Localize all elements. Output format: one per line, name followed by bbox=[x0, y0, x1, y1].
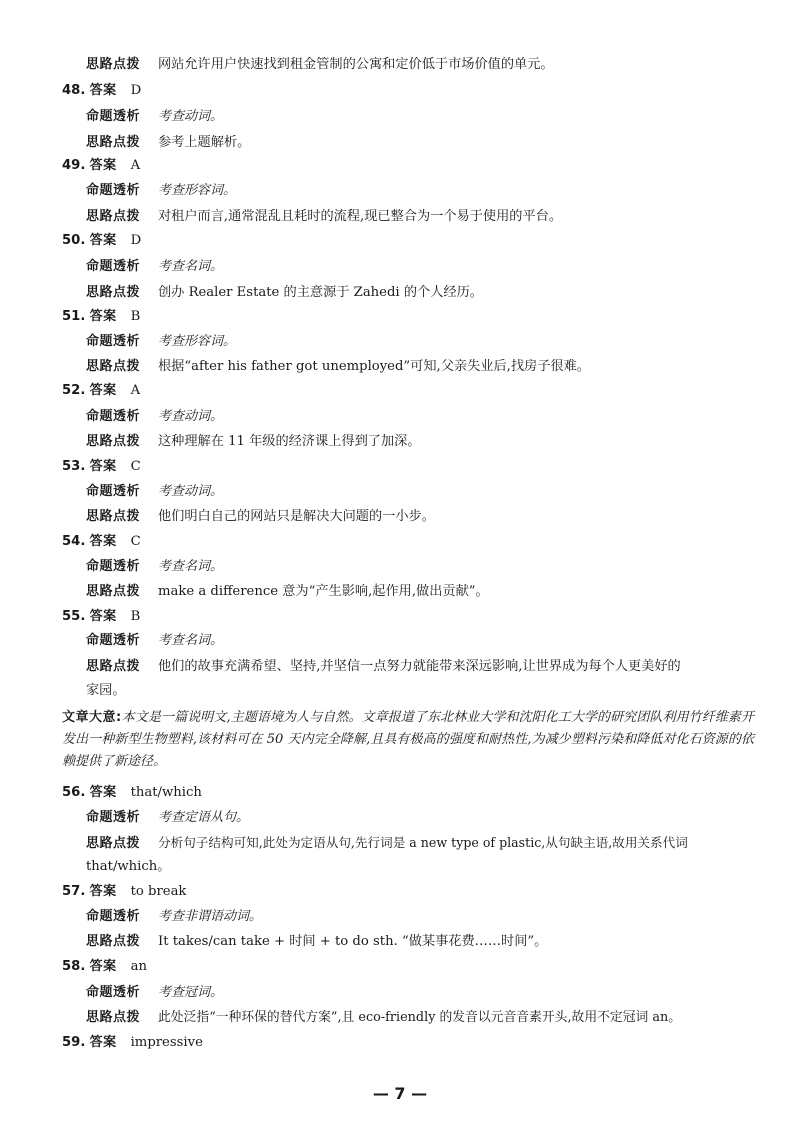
topic-analysis-line: 命题透析 考查动词。 bbox=[86, 409, 224, 424]
solution-hint-line: 思路点拨 It takes/can take + 时间 + to do sth. “做某事花费……时间”。 bbox=[86, 934, 548, 949]
solution-hint-line: 思路点拨 此处泛指“一种环保的替代方案”,且 eco-friendly 的发音以元音音素开头,故用不定冠词 an。 bbox=[86, 1010, 682, 1025]
topic-analysis-line: 命题透析 考查形容词。 bbox=[86, 183, 237, 198]
solution-hint-line: 思路点拨 他们明白自己的网站只是解决大问题的一小步。 bbox=[86, 509, 435, 524]
answer-line: 49. 答案 A bbox=[62, 158, 141, 173]
solution-hint-line: 思路点拨 这种理解在 11 年级的经济课上得到了加深。 bbox=[86, 434, 421, 449]
solution-hint-line bbox=[86, 56, 760, 74]
summary-label: 文章大意: bbox=[62, 710, 122, 725]
answer-line: 58. 答案 an bbox=[62, 959, 147, 974]
answer-line: 48. 答案 D bbox=[62, 83, 142, 98]
summary-text: 本文是一篇说明文,主题语境为人与自然。文章报道了东北林业大学和沈阳化工大学的研究团队利用竹纤维素开发出一种新型生物塑料,该材料可在 50 天内完全降解,且具有极高的强度和耐热性,为减少塑料污染和降低对化石资源的依赖提供了新途径。 bbox=[62, 710, 754, 769]
solution-hint-continuation: 家园。 bbox=[86, 683, 126, 698]
topic-analysis-line: 命题透析 考查冠词。 bbox=[86, 985, 224, 1000]
solution-hint-line: 思路点拨 对租户而言,通常混乱且耗时的流程,现已整合为一个易于使用的平台。 bbox=[86, 209, 563, 224]
topic-analysis-line: 命题透析 考查名词。 bbox=[86, 633, 224, 648]
answer-line: 57. 答案 to break bbox=[62, 884, 187, 899]
solution-hint-line: 思路点拨 创办 Realer Estate 的主意源于 Zahedi 的个人经历。 bbox=[86, 285, 483, 300]
answer-line: 55. 答案 B bbox=[62, 609, 141, 624]
solution-hint-line: 思路点拨 参考上题解析。 bbox=[86, 135, 251, 150]
topic-analysis-line: 命题透析 考查形容词。 bbox=[86, 334, 237, 349]
solution-hint-line: 思路点拨 make a difference 意为“产生影响,起作用,做出贡献”。 bbox=[86, 584, 489, 599]
page-number: — 7 — bbox=[372, 1084, 428, 1103]
solution-hint-label: 思路点拨 bbox=[86, 57, 141, 72]
answer-line: 54. 答案 C bbox=[62, 534, 141, 549]
solution-hint-continuation: that/which。 bbox=[86, 859, 171, 874]
solution-hint-line: 思路点拨 根据“after his father got unemployed”可知,父亲失业后,找房子很难。 bbox=[86, 359, 590, 374]
answer-line: 50. 答案 D bbox=[62, 233, 142, 248]
solution-hint-line: 思路点拨 他们的故事充满希望、坚持,并坚信一点努力就能带来深远影响,让世界成为每个人更美好的 bbox=[86, 659, 681, 674]
topic-analysis-line: 命题透析 考查动词。 bbox=[86, 484, 224, 499]
answer-line: 59. 答案 impressive bbox=[62, 1035, 203, 1050]
article-summary bbox=[62, 707, 754, 773]
topic-analysis-line: 命题透析 考查名词。 bbox=[86, 559, 224, 574]
answer-line: 53. 答案 C bbox=[62, 459, 141, 474]
answer-line: 52. 答案 A bbox=[62, 383, 141, 398]
answer-line: 56. 答案 that/which bbox=[62, 785, 202, 800]
solution-hint-line: 思路点拨 分析句子结构可知,此处为定语从句,先行词是 a new type of plastic,从句缺主语,故用关系代词 bbox=[86, 835, 688, 851]
answer-line: 51. 答案 B bbox=[62, 309, 141, 324]
solution-hint-text: 网站允许用户快速找到租金管制的公寓和定价低于市场价值的单元。 bbox=[158, 57, 554, 72]
topic-analysis-line: 命题透析 考查名词。 bbox=[86, 259, 224, 274]
topic-analysis-line: 命题透析 考查定语从句。 bbox=[86, 810, 250, 825]
topic-analysis-line: 命题透析 考查动词。 bbox=[86, 109, 224, 124]
topic-analysis-line: 命题透析 考查非谓语动词。 bbox=[86, 909, 263, 924]
